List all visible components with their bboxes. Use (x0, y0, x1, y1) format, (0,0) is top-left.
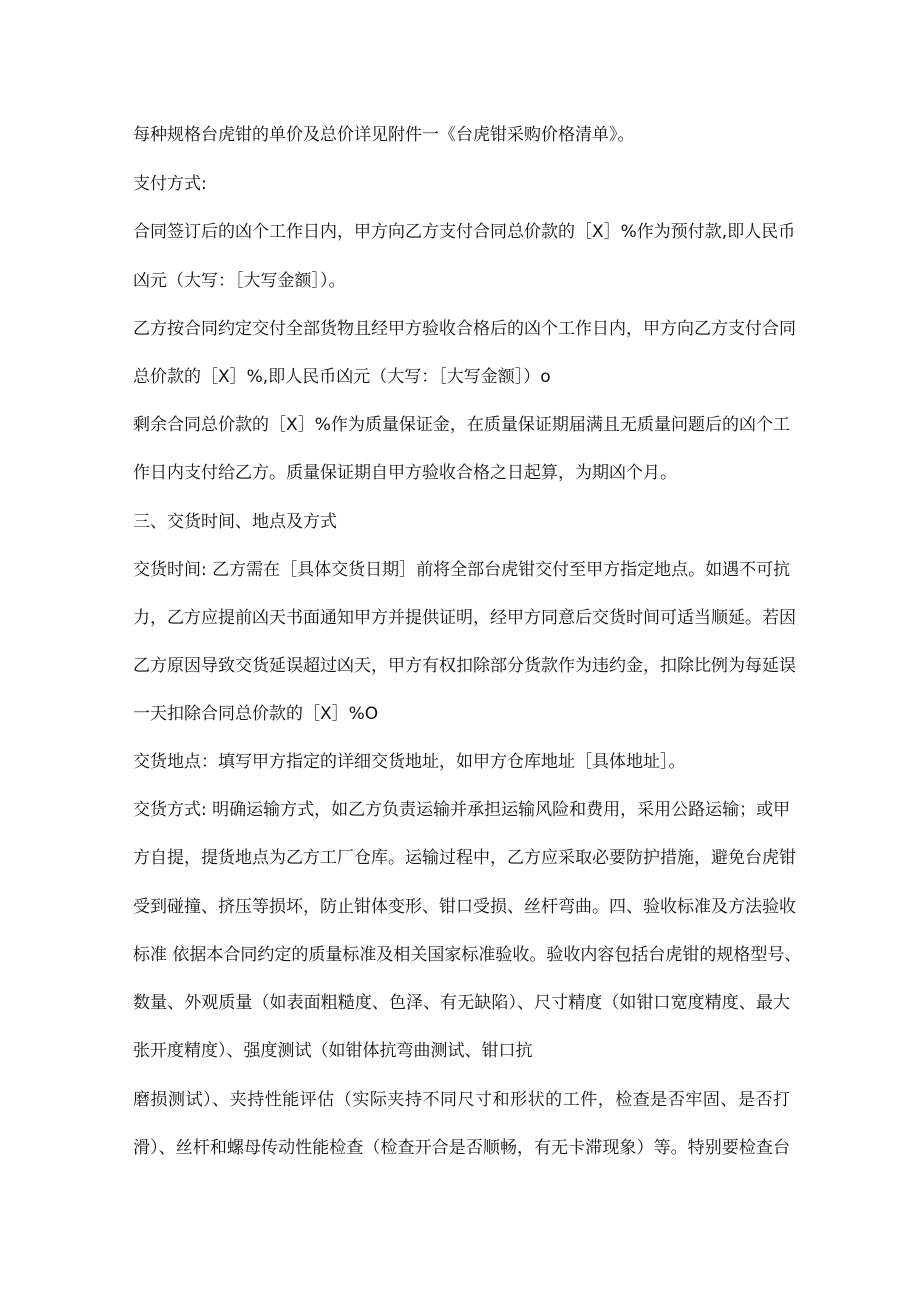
text-line: 受到碰撞、挤压等损坏，防止钳体变形、钳口受损、丝杆弯曲。四、验收标准及方法验收 (133, 897, 796, 917)
text-line: 方自提，提货地点为乙方工厂仓库。运输过程中，乙方应采取必要防护措施，避免台虎钳 (133, 848, 796, 868)
text-line: 数量、外观质量（如表面粗糙度、色泽、有无缺陷）、尺寸精度（如钳口宽度精度、最大 (133, 993, 790, 1013)
text-line: 支付方式: (133, 174, 207, 194)
text-line: 乙方原因导致交货延误超过凶天，甲方有权扣除部分货款作为违约金，扣除比例为每延误 (133, 656, 796, 676)
text-line: 交货时间: 乙方需在［具体交货日期］前将全部台虎钳交付至甲方指定地点。如遇不可抗 (133, 560, 791, 580)
text-line: 每种规格台虎钳的单价及总价详见附件一《台虎钳采购价格清单》。 (133, 125, 635, 145)
text-line: 交货方式: 明确运输方式，如乙方负责运输并承担运输风险和费用，采用公路运输；或甲 (133, 800, 791, 820)
text-line: 合同签订后的凶个工作日内，甲方向乙方支付合同总价款的［X］%作为预付款,即人民币 (133, 222, 796, 242)
text-line: 一天扣除合同总价款的［X］%O (133, 704, 379, 724)
text-line: 乙方按合同约定交付全部货物且经甲方验收合格后的凶个工作日内，甲方向乙方支付合同 (133, 319, 796, 339)
text-line: 滑）、丝杆和螺母传动性能检查（检查开合是否顺畅，有无卡滞现象）等。特别要检查台 (133, 1138, 790, 1158)
text-line: 作日内支付给乙方。质量保证期自甲方验收合格之日起算，为期凶个月。 (133, 463, 677, 483)
text-line: 磨损测试）、夹持性能评估（实际夹持不同尺寸和形状的工件，检查是否牢固、是否打 (133, 1090, 790, 1110)
text-line: 凶元（大写：［大写金额］）。 (133, 271, 346, 291)
section-heading: 三、交货时间、地点及方式 (133, 512, 337, 532)
text-line: 剩余合同总价款的［X］%作为质量保证金，在质量保证期届满且无质量问题后的凶个工 (133, 415, 790, 435)
text-line: 交货地点：填写甲方指定的详细交货地址，如甲方仓库地址［具体地址］。 (133, 752, 686, 772)
text-line: 总价款的［X］%,即人民币凶元（大写：［大写金额］）o (133, 367, 551, 387)
text-line: 标准 依据本合同约定的质量标准及相关国家标准验收。验收内容包括台虎钳的规格型号、 (133, 945, 802, 965)
text-line: 力，乙方应提前凶天书面通知甲方并提供证明，经甲方同意后交货时间可适当顺延。若因 (133, 608, 796, 628)
text-line: 张开度精度）、强度测试（如钳体抗弯曲测试、钳口抗 (133, 1041, 533, 1061)
